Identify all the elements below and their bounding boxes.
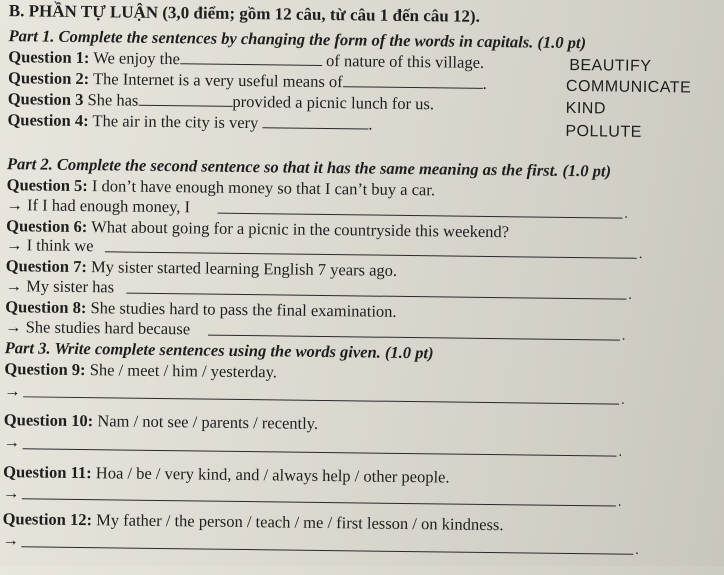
arrow-icon: →: [6, 195, 24, 215]
question-text: I don’t have enough money so that I can’t buy a car.: [91, 176, 436, 200]
question-label: Question 2:: [7, 68, 90, 89]
answer-line-7: [5, 277, 114, 296]
section-title: B. PHẦN TỰ LUẬN (3,0 điểm; gồm 12 câu, từ câu 1 đến câu 12).: [8, 1, 481, 26]
sentence-period: .: [635, 542, 639, 558]
arrow-icon: →: [3, 432, 21, 452]
question-label: Question 3: [7, 89, 84, 110]
question-10: [4, 411, 318, 433]
question-label: Question 7:: [5, 256, 88, 277]
answer-blank[interactable]: [21, 546, 633, 554]
sentence-period: .: [624, 206, 629, 222]
part2-title: Part 2. Complete the second sentence so that it has the same meaning as the first. (1.0 pt): [6, 154, 612, 181]
keyword-1: BEAUTIFY: [569, 56, 652, 75]
answer-blank[interactable]: [208, 335, 620, 341]
answer-blank[interactable]: [23, 396, 619, 404]
keyword-2: COMMUNICATE: [565, 77, 692, 97]
answer-blank[interactable]: [180, 51, 322, 66]
question-text: She studies hard to pass the final examination.: [90, 298, 397, 321]
keyword-4: POLLUTE: [565, 122, 642, 141]
question-label: Question 11:: [3, 462, 92, 483]
question-9: [4, 360, 277, 381]
question-text: Nam / not see / parents / recently.: [97, 411, 319, 433]
question-text-before: The air in the city is very: [92, 111, 259, 133]
sentence-period: .: [618, 444, 623, 460]
arrow-icon: →: [4, 317, 22, 337]
answer-blank[interactable]: [23, 448, 617, 456]
arrow-icon: →: [4, 381, 21, 401]
question-12: [3, 510, 504, 534]
question-label: Question 12:: [2, 509, 93, 530]
sentence-period: .: [621, 328, 626, 344]
answer-blank[interactable]: [138, 93, 232, 107]
sentence-period: .: [621, 392, 625, 408]
sentence-period: .: [638, 246, 643, 262]
question-label: Question 5:: [6, 175, 88, 196]
question-label: Question 10:: [3, 410, 94, 431]
answer-blank[interactable]: [22, 498, 616, 506]
question-text: What about going for a picnic in the countryside this weekend?: [91, 217, 510, 242]
question-4: [7, 111, 372, 133]
question-text-before: We enjoy the: [93, 48, 181, 69]
question-text-before: The Internet is a very useful means of: [92, 69, 343, 92]
answer-blank[interactable]: [343, 74, 483, 89]
answer-line-8: [5, 318, 190, 338]
answer-start: If I had enough money, I: [27, 195, 191, 217]
arrow-icon: →: [5, 276, 23, 296]
question-3: [8, 90, 434, 113]
keyword-3: KIND: [565, 99, 607, 118]
answer-blank[interactable]: [262, 115, 368, 129]
question-label: Question 1:: [8, 47, 90, 68]
question-text-after: of nature of this village.: [325, 50, 485, 72]
question-text: She / meet / him / yesterday.: [89, 360, 278, 382]
sentence-period: .: [617, 494, 622, 510]
answer-start: My sister has: [26, 276, 115, 297]
arrow-icon: →: [2, 530, 20, 550]
part3-title: Part 3. Write complete sentences using the words given. (1.0 pt): [4, 338, 434, 363]
arrow-icon: →: [2, 483, 20, 503]
question-text-after: .: [482, 73, 487, 93]
answer-start: I think we: [26, 235, 94, 256]
question-text: Hoa / be / very kind, and / always help / other people.: [95, 463, 450, 487]
question-text-after: provided a picnic lunch for us.: [232, 91, 435, 114]
answer-start: She studies hard because: [25, 317, 191, 339]
question-11: [3, 463, 450, 486]
question-text-after: .: [368, 114, 373, 134]
question-text: My father / the person / teach / me / first lesson / on kindness.: [96, 510, 504, 535]
question-text: My sister started learning English 7 years ago.: [90, 257, 398, 280]
answer-line-5: [6, 196, 190, 216]
answer-blank[interactable]: [217, 213, 622, 219]
question-label: Question 4:: [7, 110, 89, 131]
arrow-icon: →: [5, 235, 23, 255]
question-label: Question 9:: [4, 359, 86, 380]
sentence-period: .: [628, 287, 633, 303]
answer-line-6: [6, 236, 94, 255]
question-text-before: She has: [87, 90, 139, 110]
part1-title: Part 1. Complete the sentences by changing the form of the words in capitals. (1.0 pt): [8, 26, 587, 53]
question-label: Question 8:: [5, 297, 87, 318]
question-label: Question 6:: [6, 216, 88, 237]
